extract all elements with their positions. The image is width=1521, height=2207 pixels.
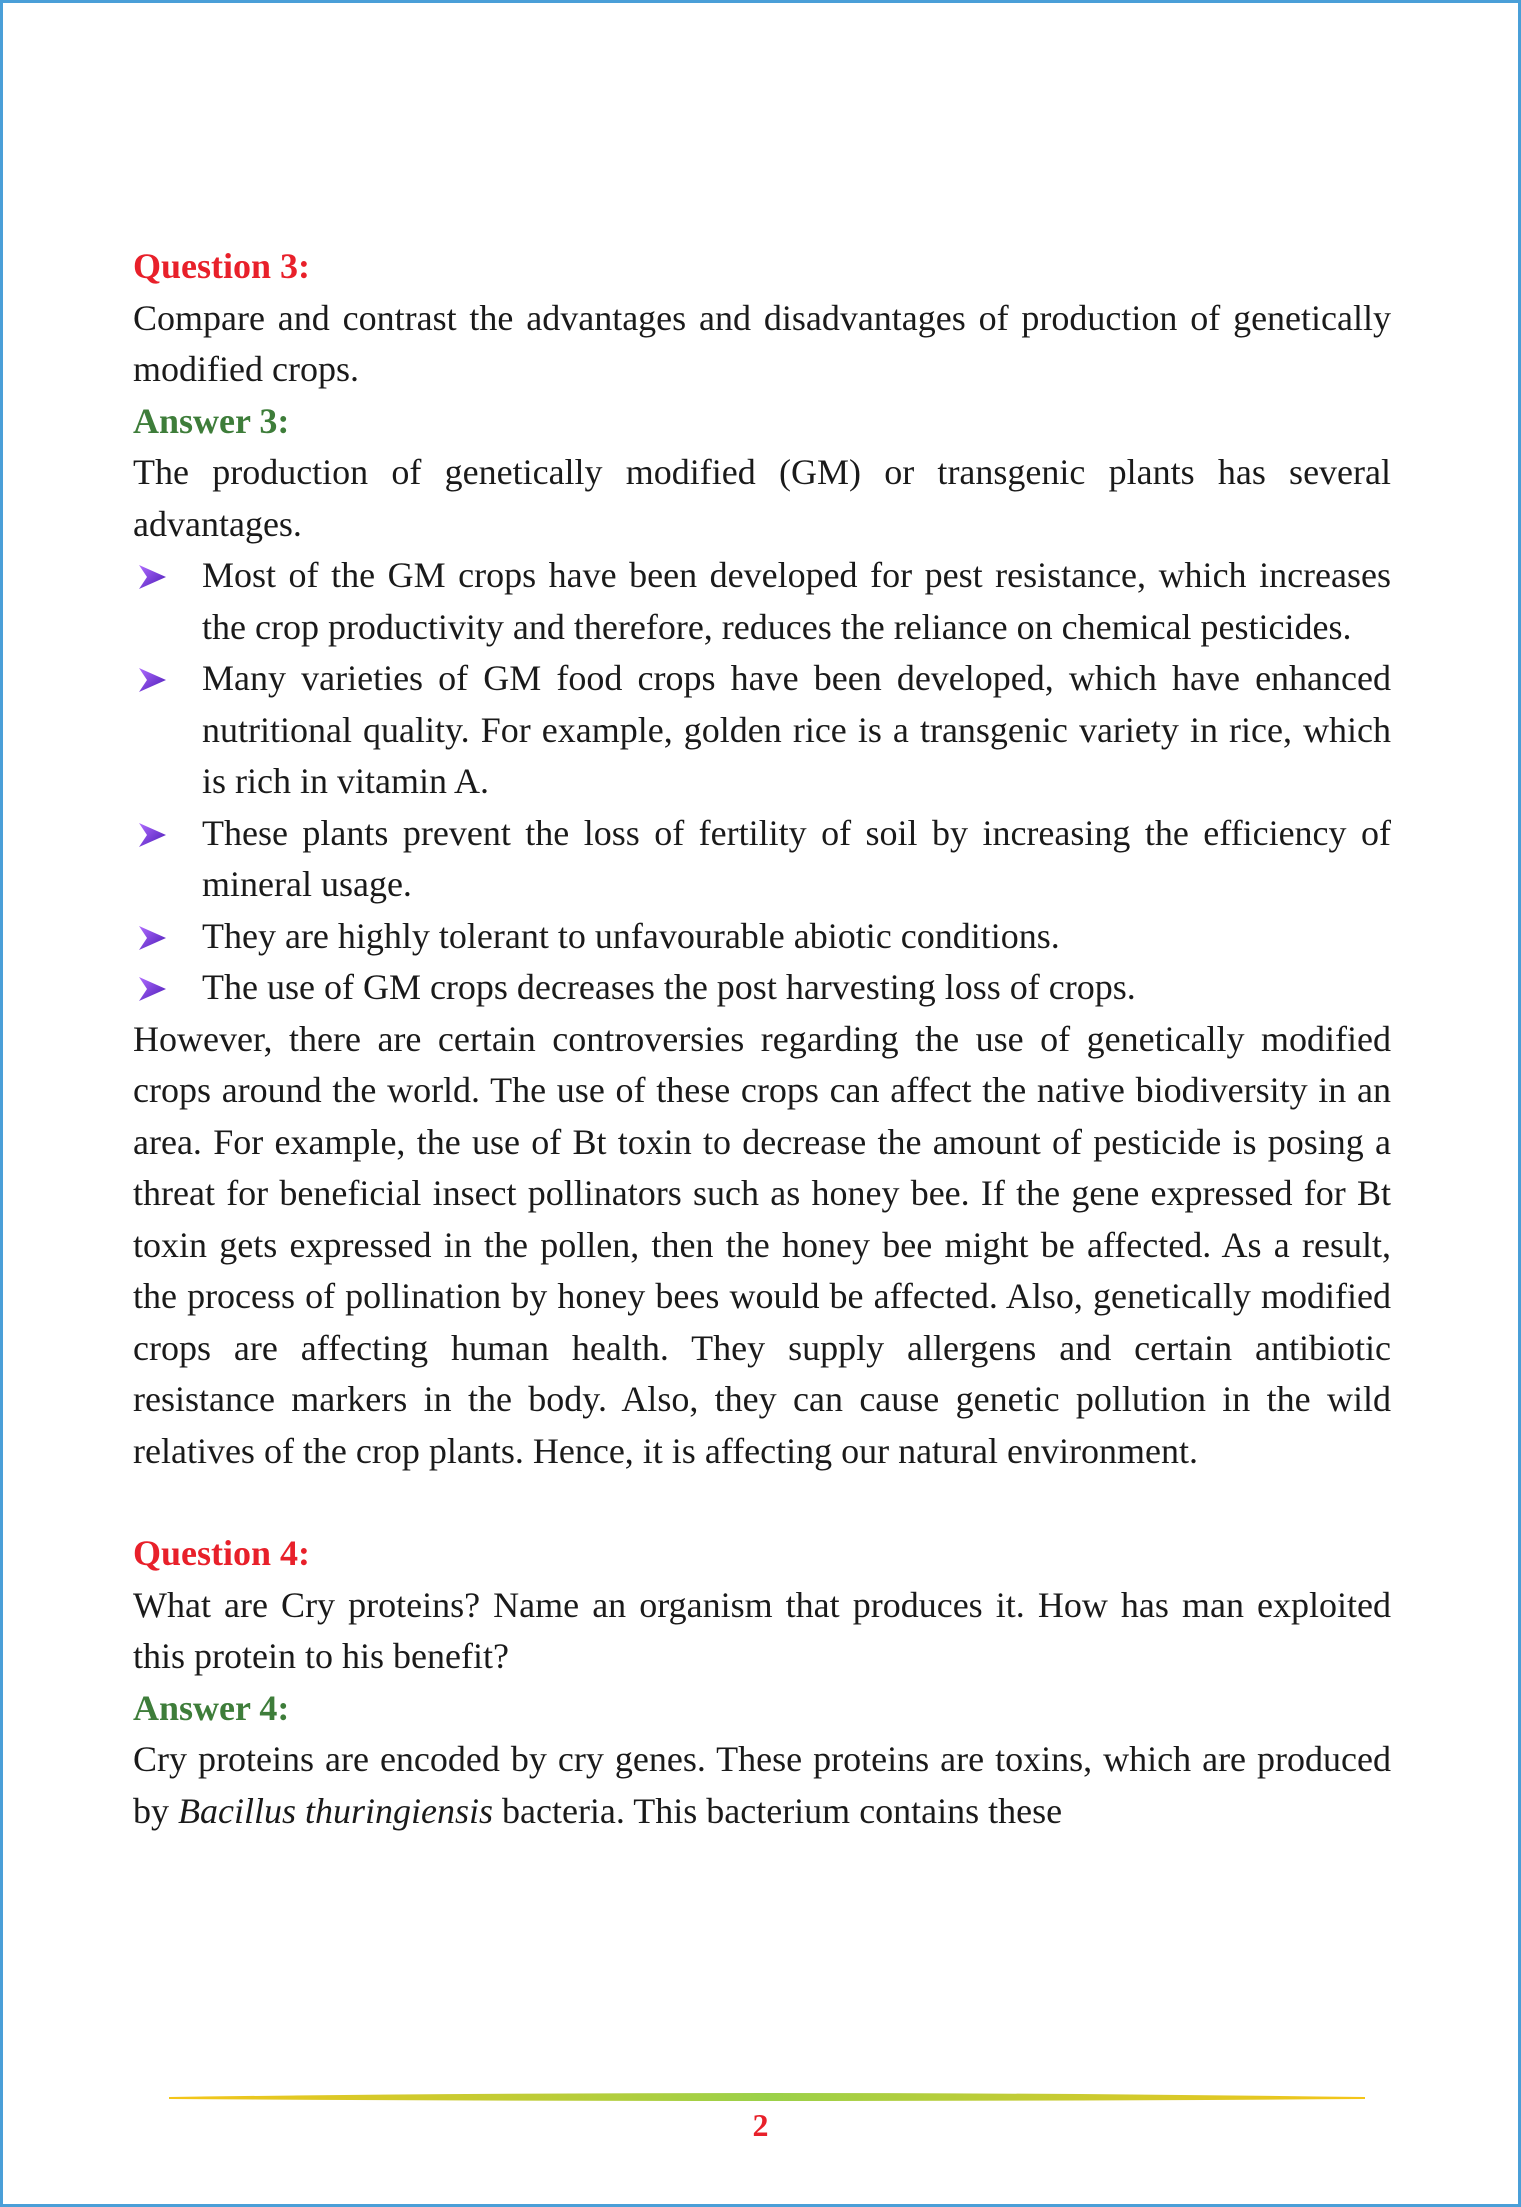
answer-4-text <box>133 1734 1391 1837</box>
list-item <box>133 550 1391 653</box>
arrow-bullet-icon <box>137 821 167 849</box>
question-4-text: What are Cry proteins? Name an organism that produces it. How has man exploited this protein to his benefit? <box>133 1584 1391 1676</box>
answer-4-text-after: bacteria. This bacterium contains these <box>493 1790 1063 1831</box>
arrow-bullet-icon <box>137 666 167 694</box>
answer-3-conclusion: However, there are certain controversies regarding the use of genetically modified crops around the world. The use of these crops can affect the native biodiversity in an area. For example, the use of Bt toxin to decrease the amount of pesticide is posing a threat for beneficial insect pollinators such as honey bee. If the gene expressed for Bt toxin gets expressed in the pollen, then the honey bee might be affected. As a result, the process of pollination by honey bees would be affected. Also, genetically modified crops are affecting human health. They supply allergens and certain antibiotic resistance markers in the body. Also, they can cause genetic pollution in the wild relatives of the crop plants. Hence, it is affecting our natural environment. <box>133 1018 1391 1471</box>
question-4-heading: Question 4: <box>133 1533 311 1573</box>
organism-name: Bacillus thuringiensis <box>178 1790 493 1831</box>
list-item <box>133 962 1391 1014</box>
list-item <box>133 653 1391 808</box>
section-spacer <box>133 1477 1391 1528</box>
list-item <box>133 808 1391 911</box>
question-3-text: Compare and contrast the advantages and disadvantages of production of genetically modified crops. <box>133 297 1391 389</box>
bullet-text: The use of GM crops decreases the post harvesting loss of crops. <box>202 967 1136 1007</box>
footer-divider <box>169 2090 1365 2102</box>
answer-3-heading: Answer 3: <box>133 400 290 441</box>
answer-3-intro: The production of genetically modified (GM) or transgenic plants has several advantages. <box>133 452 1391 544</box>
page-content <box>133 241 1391 1837</box>
question-3-heading: Question 3: <box>133 246 311 286</box>
bullet-text: Many varieties of GM food crops have been developed, which have enhanced nutritional quality. For example, golden rice is a transgenic variety in rice, which is rich in vitamin A. <box>202 658 1391 801</box>
bullet-text: They are highly tolerant to unfavourable abiotic conditions. <box>202 915 1060 956</box>
answer-4-heading: Answer 4: <box>133 1687 290 1728</box>
arrow-bullet-icon <box>137 563 167 591</box>
page-number: 2 <box>752 2107 769 2143</box>
bullet-text: Most of the GM crops have been developed for pest resistance, which increases the crop productivity and therefore, reduces the reliance on chemical pesticides. <box>202 555 1391 647</box>
list-item <box>133 911 1391 963</box>
arrow-bullet-icon <box>137 975 167 1003</box>
arrow-bullet-icon <box>137 924 167 952</box>
answer-4-text-before: Cry proteins are encoded by cry genes. These proteins are toxins, which are produced by <box>133 1739 1391 1831</box>
bullet-text: These plants prevent the loss of fertility of soil by increasing the efficiency of mineral usage. <box>202 812 1391 904</box>
advantages-list <box>133 550 1391 1014</box>
